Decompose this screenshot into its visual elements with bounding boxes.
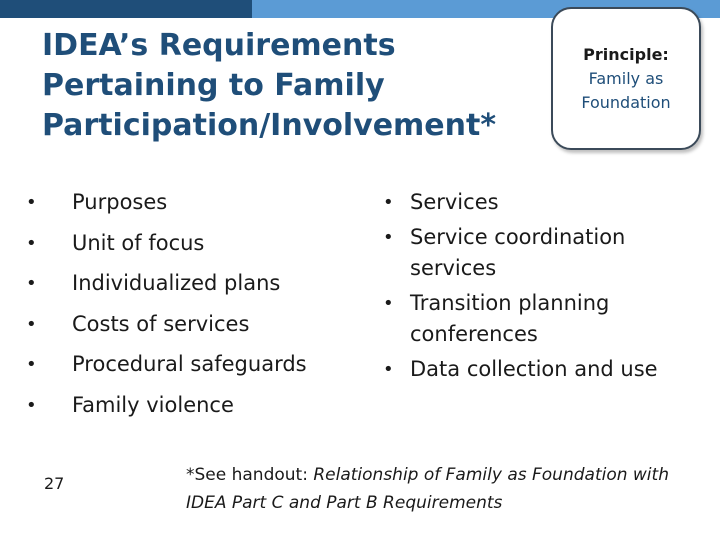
bullet-icon: • — [26, 394, 37, 416]
principle-line-1: Family as — [588, 68, 664, 88]
list-item-text: Services — [410, 190, 499, 214]
list-item — [26, 309, 346, 340]
list-item — [383, 222, 713, 284]
list-item-text: Service coordination services — [410, 225, 626, 280]
list-item-text: Individualized plans — [72, 271, 281, 295]
bullet-icon: • — [26, 232, 37, 254]
top-accent-bar-dark — [0, 0, 252, 18]
principle-heading: Principle: — [583, 44, 669, 64]
list-item-text: Unit of focus — [72, 230, 205, 255]
bullet-icon: • — [26, 354, 37, 375]
right-bullet-list — [383, 187, 713, 389]
list-item — [26, 349, 346, 380]
slide-title-line-1: IDEA’s Requirements — [42, 28, 396, 63]
list-item-text: Data collection and use — [410, 357, 658, 381]
list-item — [383, 187, 713, 218]
page-number: 27 — [44, 474, 65, 493]
list-item — [26, 390, 346, 421]
list-item-text: Family violence — [72, 392, 234, 417]
bullet-icon: • — [26, 192, 37, 213]
bullet-icon: • — [383, 293, 394, 314]
footnote — [186, 461, 706, 517]
list-item — [26, 228, 346, 259]
principle-callout-box — [551, 7, 701, 150]
slide-title-line-2: Pertaining to Family — [42, 68, 385, 103]
principle-line-2: Foundation — [581, 92, 671, 112]
footnote-handout-title: Relationship of Family as Foundation with IDEA Part C and Part B Requirements — [186, 465, 669, 513]
bullet-icon: • — [26, 313, 37, 335]
list-item-text: Transition planning conferences — [410, 291, 610, 346]
list-item — [26, 187, 346, 218]
list-item-text: Purposes — [72, 190, 168, 214]
footnote-prefix: *See handout: — [186, 465, 314, 485]
list-item — [26, 268, 346, 299]
bullet-icon: • — [383, 359, 394, 380]
bullet-icon: • — [383, 227, 394, 248]
bullet-icon: • — [26, 273, 37, 294]
list-item-text: Costs of services — [72, 311, 250, 336]
bullet-icon: • — [383, 192, 394, 213]
list-item — [383, 354, 713, 385]
list-item-text: Procedural safeguards — [72, 352, 307, 376]
slide-title — [42, 26, 562, 146]
list-item — [383, 288, 713, 350]
left-bullet-list — [26, 187, 346, 430]
slide-title-line-3: Participation/Involvement* — [42, 108, 497, 143]
